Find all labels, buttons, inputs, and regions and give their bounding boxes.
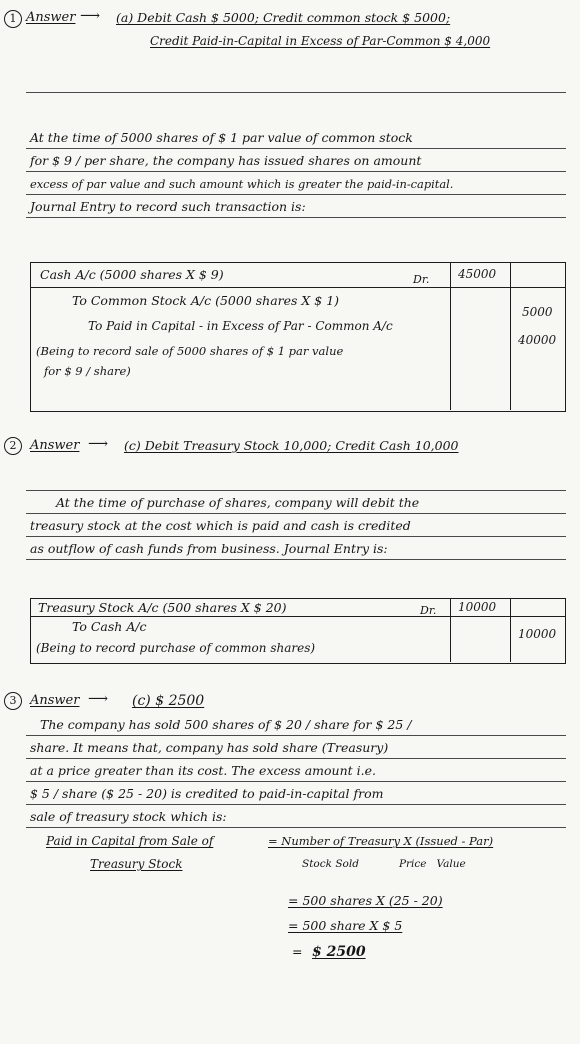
arrow-icon: ⟶: [80, 8, 101, 24]
q3-formula-rhs-line-1: = Number of Treasury X (Issued - Par): [268, 834, 494, 848]
arrow-icon: ⟶: [88, 691, 109, 707]
q3-paragraph-line-5: sale of treasury stock which is:: [30, 809, 227, 824]
q3-formula-lhs-line-2: Treasury Stock: [90, 857, 183, 871]
q1-journal-debit-line: Cash A/c (5000 shares X $ 9): [40, 267, 224, 282]
q2-paragraph-line-1: At the time of purchase of shares, company will debit the: [56, 495, 420, 510]
answer-1-line-2: Credit Paid-in-Capital in Excess of Par-Common $ 4,000: [150, 34, 491, 48]
q1-journal-credit-1: To Common Stock A/c (5000 shares X $ 1): [72, 293, 340, 308]
q1-journal-credit-1-amount: 5000: [522, 305, 553, 319]
q1-paragraph-line-3: excess of par value and such amount which is greater the paid-in-capital.: [30, 177, 454, 191]
q3-paragraph-line-3: at a price greater than its cost. The excess amount i.e.: [30, 763, 376, 778]
q2-journal-dr: Dr.: [420, 604, 437, 617]
q2-paragraph-line-3: as outflow of cash funds from business. Journal Entry is:: [30, 541, 388, 556]
q2-paragraph-line-2: treasury stock at the cost which is paid and cash is credited: [30, 518, 411, 533]
answer-label-3: Answer: [30, 693, 80, 708]
answer-label-2: Answer: [30, 438, 80, 453]
q3-paragraph-line-2: share. It means that, company has sold share (Treasury): [30, 740, 389, 755]
q3-result: $ 2500: [312, 944, 366, 960]
answer-1-line-1: (a) Debit Cash $ 5000; Credit common stock $ 5000;: [116, 10, 451, 25]
q3-formula-rhs-line-2: Stock Sold Price Value: [302, 858, 466, 870]
q1-paragraph-line-2: for $ 9 / per share, the company has issued shares on amount: [30, 153, 422, 168]
question-number-2: 2: [4, 437, 22, 455]
q1-journal-table: [30, 262, 566, 412]
question-number-1: 1: [4, 10, 22, 28]
q1-paragraph-line-4: Journal Entry to record such transaction is:: [30, 199, 306, 214]
q1-journal-credit-2: To Paid in Capital - in Excess of Par - Common A/c: [88, 319, 393, 333]
q3-paragraph-line-4: $ 5 / share ($ 25 - 20) is credited to paid-in-capital from: [30, 786, 384, 801]
q1-journal-credit-2-amount: 40000: [518, 333, 557, 347]
q3-formula-lhs-line-1: Paid in Capital from Sale of: [46, 834, 214, 848]
q3-result-prefix: =: [292, 944, 303, 959]
answer-label-1: Answer: [26, 10, 76, 25]
q1-journal-debit-amount: 45000: [458, 267, 497, 281]
q2-journal-credit-1-amount: 10000: [518, 627, 557, 641]
q2-journal-narration: (Being to record purchase of common shares): [36, 641, 316, 655]
q2-journal-debit-amount: 10000: [458, 600, 497, 614]
q1-journal-narration-2: for $ 9 / share): [44, 364, 131, 378]
q1-paragraph-line-1: At the time of 5000 shares of $ 1 par value of common stock: [30, 130, 413, 145]
q2-journal-credit-1: To Cash A/c: [72, 619, 147, 634]
answer-2-line: (c) Debit Treasury Stock 10,000; Credit Cash 10,000: [124, 438, 459, 453]
q3-paragraph-line-1: The company has sold 500 shares of $ 20 / share for $ 25 /: [40, 717, 412, 732]
q2-journal-debit-line: Treasury Stock A/c (500 shares X $ 20): [38, 600, 287, 615]
q3-step-1: = 500 shares X (25 - 20): [288, 893, 443, 908]
arrow-icon: ⟶: [88, 436, 109, 452]
q1-journal-narration-1: (Being to record sale of 5000 shares of $ 1 par value: [36, 344, 344, 358]
q1-journal-dr: Dr.: [413, 273, 430, 286]
question-number-3: 3: [4, 692, 22, 710]
q3-step-2: = 500 share X $ 5: [288, 918, 403, 933]
answer-3-line: (c) $ 2500: [132, 693, 205, 709]
